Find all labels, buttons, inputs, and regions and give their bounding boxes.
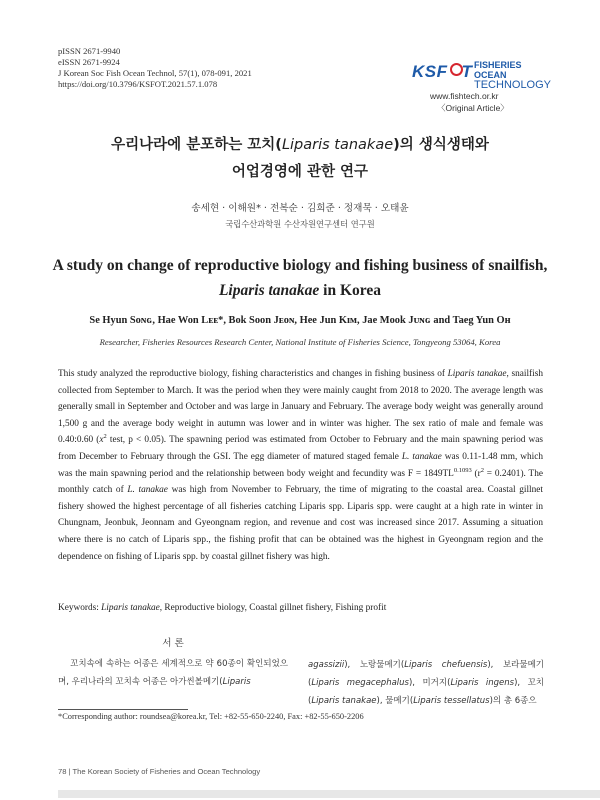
journal-url[interactable]: www.fishtech.or.kr	[430, 91, 499, 101]
keywords: Keywords: Liparis tanakae, Reproductive biology, Coastal gillnet fishery, Fishing profit	[58, 603, 387, 613]
article-type: 〈Original Article〉	[437, 103, 509, 113]
corresponding-author-footnote: *Corresponding author: roundsea@korea.kr, Tel: +82-55-650-2240, Fax: +82-55-650-2206	[58, 712, 364, 721]
intro-left-text: 꼬치속에 속하는 어종은 세계적으로 약 60종이 확인되었으며, 우리나라의 꼬치속 어종은 아가씬볼메기(Liparis	[58, 659, 288, 687]
doi-link[interactable]: https://doi.org/10.3796/KSFOT.2021.57.1.078	[58, 79, 218, 89]
logo-wordmark: FISHERIES OCEAN TECHNOLOGY	[474, 60, 552, 91]
logo-mark: KSF T	[412, 62, 473, 81]
english-authors: Se Hyun Sᴏɴɢ, Hae Won Lᴇᴇ*, Bok Soon Jᴇᴏɴ, Hee Jun Kɪᴍ, Jae Mook Jᴜɴɢ and Taeg Yun Oʜ	[89, 315, 511, 326]
abstract: This study analyzed the reproductive biology, fishing characteristics and changes in fishing business of Liparis tanakae, snailfish collected from September to March. It was the period when they were mainly caught from 2018 to 2020. The average length was generally small in September and October and was large in January and February. The average body weight was generally around 1,500 g and the average body weight in autumn was lower and in winter was higher. The sex ratio of male and female was 0.40:0.60 ($x^2$ test, p < 0.05). The spawning period was estimated from October to February and the main spawning period was from December to February through the GSI. The egg diameter of matured staged female L. tanakae was 0.11-1.48 mm, which was the main spawning period and the relationship between body weight and fecundity was $F = 1849TL^{0.1093}$ $(r^2 = 0.2401)$. The monthly catch of L. tanakae was high from November to February, the time of migrating to the coastal area. Coastal gillnet fishery showed the highest percentage of all fisheries catching Liparis spp. Liparis spp. were caught at a high rate in winter in Chungnam, Jeonbuk, Jeonnam and Gyeongnam region, and revenue and cost was increased since 2017. Assuming a situation where there is no catch of Liparis spp., the fishing profit that can be obtained was the highest in Gyeongnam region and the dependence on fishing of Liparis spp. by coastal gillnet fishery was high.	[58, 369, 544, 562]
intro-left-column	[58, 637, 288, 691]
publication-metadata	[58, 46, 252, 90]
korean-title: 우리나라에 분포하는 꼬치(Liparis tanakae)의 생식생태와 어업경영에 관한 연구	[111, 137, 489, 180]
footnote-divider	[58, 709, 188, 710]
korean-affiliation: 국립수산과학원 수산자원연구센터 연구원	[225, 219, 375, 229]
footer-bar	[58, 790, 600, 798]
intro-right-column: agassizii), 노랑물메기(Liparis chefuensis), 보라물메기(Liparis megacephalus), 미거지(Liparis ingens), 꼬치(Liparis tanakae), 물메기(Liparis tessellatus)의 총 6종으	[308, 660, 545, 706]
citation: J Korean Soc Fish Ocean Technol, 57(1), 078-091, 2021	[58, 68, 252, 78]
english-affiliation: Researcher, Fisheries Resources Research Center, National Institute of Fisheries Science, Tongyeong 53064, Korea	[99, 337, 501, 347]
logo-ring-icon	[450, 63, 463, 76]
eissn: eISSN 2671-9924	[58, 57, 120, 67]
page-footer: 78 | The Korean Society of Fisheries and Ocean Technology	[58, 767, 261, 776]
english-title: A study on change of reproductive biology and fishing business of snailfish, Liparis tanakae in Korea	[52, 257, 548, 299]
korean-authors: 송세현 · 이해원* · 전복순 · 김희준 · 정재묵 · 오태윤	[191, 203, 409, 214]
journal-logo	[412, 56, 552, 92]
intro-heading: 서 론	[162, 638, 184, 649]
pissn: pISSN 2671-9940	[58, 46, 121, 56]
